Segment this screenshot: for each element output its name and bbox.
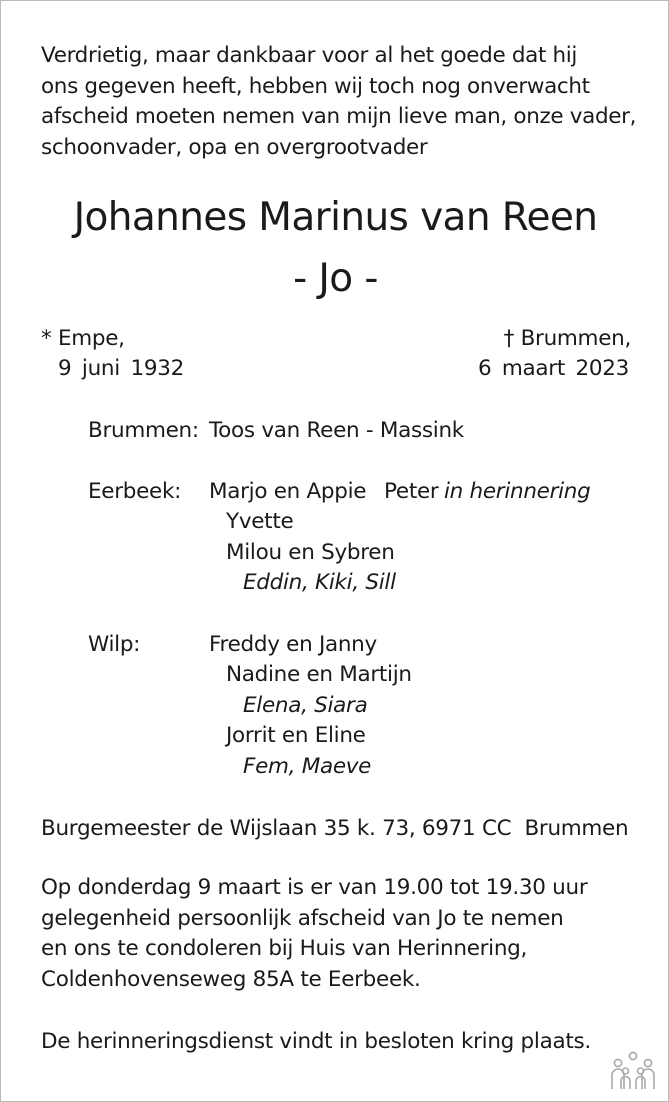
- family-group-icon: [609, 1051, 657, 1091]
- family-member: Freddy en Janny: [209, 632, 377, 657]
- family-place-brummen: Brummen:: [88, 418, 199, 443]
- grandchildren: Elena, Siara: [243, 693, 368, 718]
- birth-date: 9 juni 1932: [58, 356, 184, 381]
- family-member: Milou en Sybren: [226, 540, 395, 565]
- memorial-note: in herinnering: [444, 479, 591, 504]
- family-member: Yvette: [226, 509, 294, 534]
- birth-place: * Empe,: [41, 326, 125, 351]
- grandchildren: Fem, Maeve: [243, 754, 372, 779]
- grandchildren: Eddin, Kiki, Sill: [243, 570, 396, 595]
- visitation-text: Op donderdag 9 maart is er van 19.00 tot 19.30 uur gelegenheid persoonlijk afscheid van Jo te nemen en ons te condoleren bij Huis van Herinnering, Coldenhovenseweg 85A te Eerbeek.: [41, 875, 588, 992]
- family-place-eerbeek: Eerbeek:: [88, 479, 182, 504]
- service-text: De herinneringsdienst vindt in besloten kring plaats.: [41, 1029, 591, 1054]
- family-member-memorial: Peter: [384, 479, 439, 504]
- family-member: Marjo en Appie: [209, 479, 367, 504]
- death-place: † Brummen,: [503, 326, 631, 351]
- deceased-nickname: - Jo -: [293, 256, 378, 301]
- family-member: Nadine en Martijn: [226, 662, 412, 687]
- address: Burgemeester de Wijslaan 35 k. 73, 6971 CC Brummen: [41, 816, 629, 841]
- family-spouse: Toos van Reen - Massink: [209, 418, 464, 443]
- family-member: Jorrit en Eline: [226, 723, 366, 748]
- family-place-wilp: Wilp:: [88, 632, 141, 657]
- death-date: 6 maart 2023: [477, 356, 629, 381]
- deceased-name: Johannes Marinus van Reen: [73, 195, 598, 240]
- intro-text: Verdrietig, maar dankbaar voor al het goede dat hij ons gegeven heeft, hebben wij toch nog onverwacht afscheid moeten nemen van mijn lieve man, onze vader, schoonvader, opa en overgrootvader: [41, 43, 637, 160]
